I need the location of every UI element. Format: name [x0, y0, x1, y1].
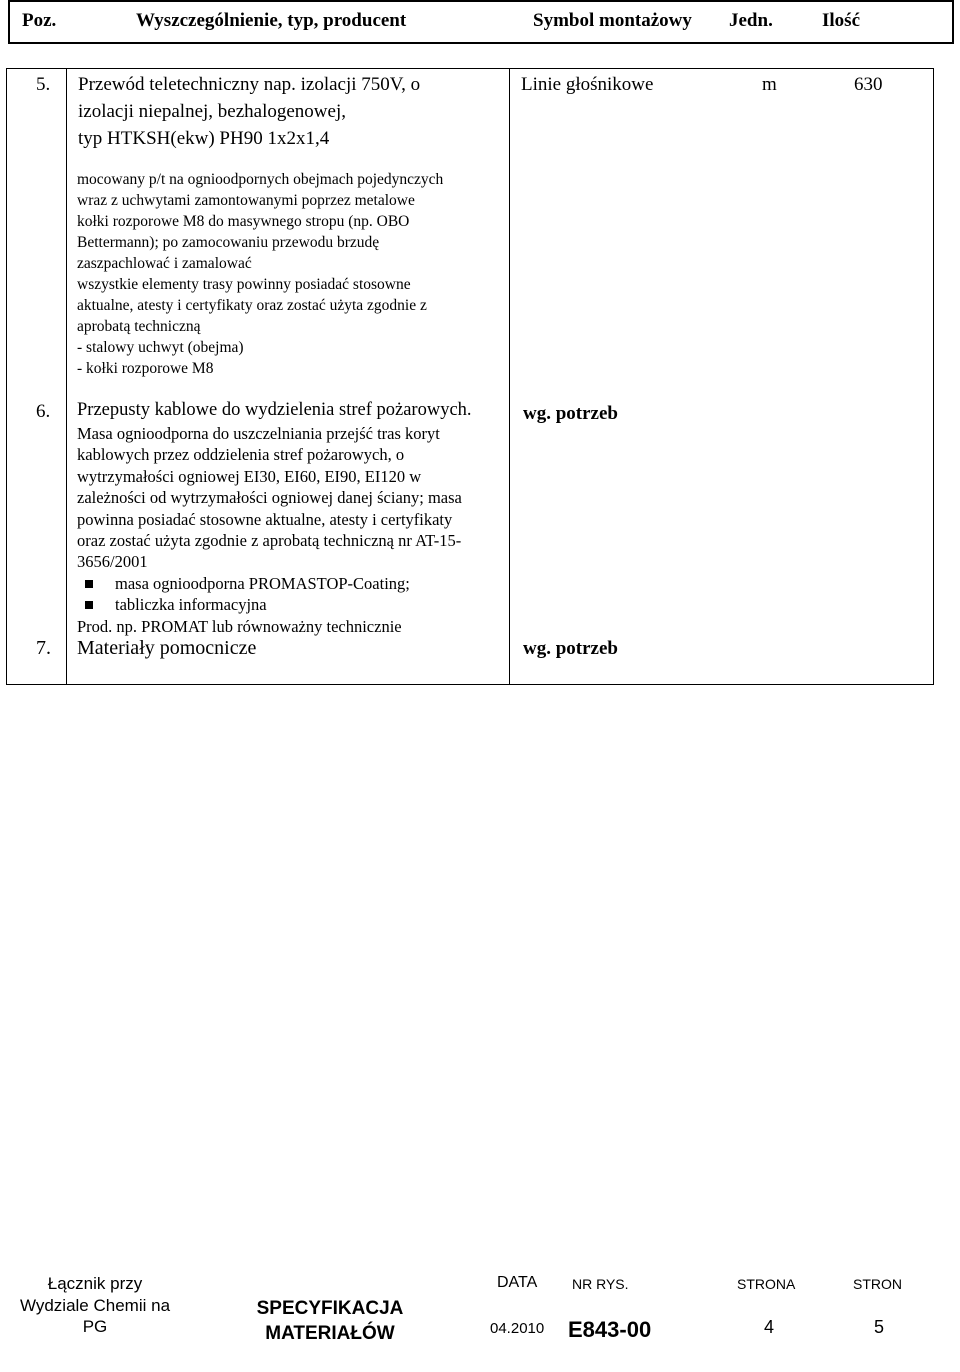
footer-page: 4 — [764, 1317, 775, 1337]
footer-company — [0, 1273, 190, 1338]
bullet-item-label: masa ognioodporna PROMASTOP-Coating; — [115, 573, 410, 593]
row-5-detail-line: wszystkie elementy trasy powinny posiadać stosowne — [77, 276, 411, 293]
row-6-detail-line: 3656/2001 — [77, 552, 148, 572]
footer-document-title — [230, 1296, 430, 1346]
footer-pages-label: STRON — [853, 1276, 902, 1292]
row-5-quantity: 630 — [854, 74, 883, 95]
column-divider — [66, 69, 67, 684]
row-5-number: 5. — [36, 74, 51, 95]
row-5-detail-line: kołki rozporowe M8 do masywnego stropu (np. OBO — [77, 213, 410, 230]
header-description: Wyszczególnienie, typ, producent — [136, 10, 407, 31]
row-5-title-line: Przewód teletechniczny nap. izolacji 750V, o — [78, 74, 421, 95]
row-5-title-line: typ HTKSH(ekw) PH90 1x2x1,4 — [78, 128, 330, 149]
header-symbol: Symbol montażowy — [533, 10, 692, 31]
row-5-detail-line: zaszpachlować i zamalować — [77, 255, 252, 272]
row-6-detail-line: wytrzymałości ogniowej EI30, EI60, EI90, EI120 w — [77, 466, 422, 486]
footer-date-label: DATA — [497, 1274, 538, 1291]
row-5-detail-line: - kołki rozporowe M8 — [77, 360, 214, 377]
header-poz: Poz. — [22, 10, 57, 31]
row-6-symbol: wg. potrzeb — [523, 403, 618, 424]
row-6-detail-line: oraz zostać użyta zgodnie z aprobatą techniczną nr AT-15- — [77, 531, 462, 551]
row-5-detail-line: wraz z uchwytami zamontowanymi poprzez metalowe — [77, 192, 415, 209]
bullet-item — [77, 573, 462, 594]
row-7-number: 7. — [36, 637, 51, 659]
header-unit: Jedn. — [729, 10, 773, 31]
footer-pages: 5 — [874, 1317, 885, 1337]
square-bullet-icon — [85, 601, 93, 609]
row-6-details — [77, 423, 462, 637]
row-6-number: 6. — [36, 401, 51, 422]
row-5-detail-line: aprobatą techniczną — [77, 318, 201, 335]
row-6-detail-line: kablowych przez oddzielenia stref pożarowych, o — [77, 445, 405, 465]
footer-company-line: Łącznik przy — [47, 1274, 143, 1293]
square-bullet-icon — [85, 580, 93, 588]
footer-page-label: STRONA — [737, 1276, 796, 1292]
bullet-item-label: tabliczka informacyjna — [115, 595, 267, 615]
header-quantity: Ilość — [822, 10, 860, 31]
footer-company-line: PG — [82, 1317, 108, 1336]
row-6-title: Przepusty kablowe do wydzielenia stref pożarowych. — [77, 400, 472, 420]
row-5-details — [77, 169, 443, 379]
row-5-symbol: Linie głośnikowe — [521, 74, 654, 95]
row-7-symbol: wg. potrzeb — [523, 638, 618, 659]
footer-drawing-label: NR RYS. — [572, 1276, 629, 1292]
row-6-detail-line: powinna posiadać stosowne aktualne, atesty i certyfikaty — [77, 509, 453, 529]
footer-company-line: Wydziale Chemii na — [19, 1295, 171, 1315]
row-5-detail-line: aktualne, atesty i certyfikaty oraz zostać użyta zgodnie z — [77, 297, 427, 314]
column-divider — [509, 69, 510, 684]
footer-drawing-number: E843-00 — [568, 1317, 652, 1342]
footer-document-line: SPECYFIKACJA — [256, 1298, 404, 1319]
row-5-title-line: izolacji niepalnej, bezhalogenowej, — [78, 101, 346, 122]
row-5-unit: m — [762, 74, 777, 95]
row-5-detail-line: Bettermann); po zamocowaniu przewodu brzudę — [77, 234, 380, 251]
row-6-detail-line: zależności od wytrzymałości ogniowej danej ściany; masa — [77, 488, 462, 508]
footer-document-line: MATERIAŁÓW — [265, 1323, 395, 1344]
row-7-title: Materiały pomocnicze — [77, 637, 257, 659]
table-header — [8, 0, 954, 44]
row-5-title — [78, 71, 420, 152]
footer-date: 04.2010 — [490, 1320, 545, 1337]
bullet-item — [77, 594, 462, 615]
row-5-detail-line: - stalowy uchwyt (obejma) — [77, 339, 244, 356]
row-6-producer: Prod. np. PROMAT lub równoważny technicznie — [77, 616, 402, 636]
row-6-detail-line: Masa ognioodporna do uszczelniania przejść tras koryt — [77, 424, 440, 443]
row-5-detail-line: mocowany p/t na ognioodpornych obejmach pojedynczych — [77, 171, 444, 188]
